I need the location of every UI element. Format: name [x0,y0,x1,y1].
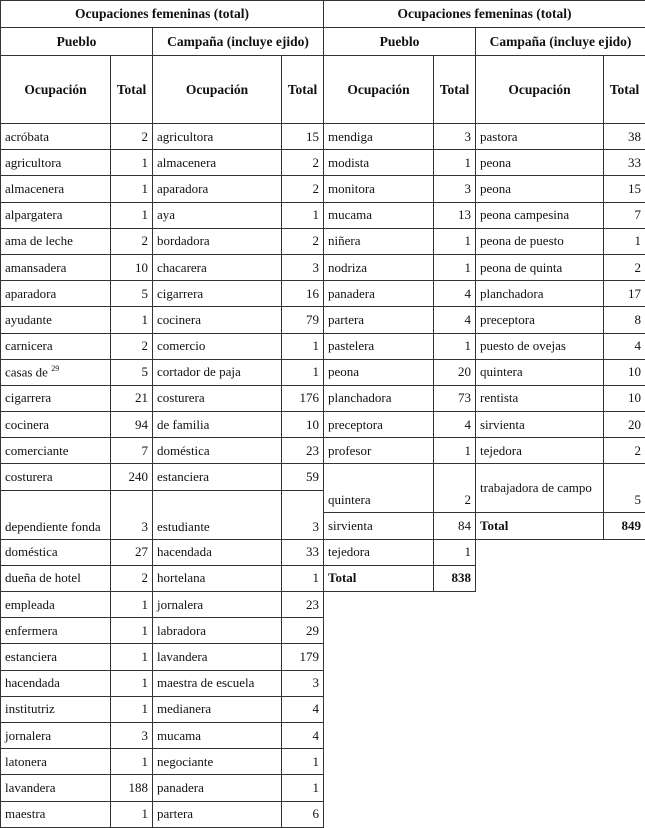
total-cell: 33 [282,539,324,565]
occupation-cell: sirvienta [476,412,604,438]
occupation-cell: modista [324,150,434,176]
occupation-cell: pastelera [324,333,434,359]
occupation-cell: cocinera [1,412,111,438]
occupation-cell: monitora [324,176,434,202]
occupation-cell: quintera [324,464,434,513]
occupation-cell: partera [324,307,434,333]
occupation-cell: negociante [153,749,282,775]
occupation-cell: dependiente fonda [1,490,111,539]
table-row [324,464,645,513]
occupation-cell: almacenera [1,176,111,202]
occupation-cell: doméstica [1,539,111,565]
empty-cell [476,539,604,565]
right-half-table [323,0,645,592]
total-cell: 33 [604,150,645,176]
total-cell: 5 [111,281,153,307]
total-cell: 10 [111,254,153,280]
campana-group-header: Campaña (incluye ejido) [476,28,645,56]
total-cell: 1 [111,670,153,696]
table-row [324,281,645,307]
table-row [1,124,324,150]
total-cell: 1 [111,644,153,670]
total-cell: 1 [111,150,153,176]
pueblo-group-header: Pueblo [324,28,476,56]
occupation-cell: comercio [153,333,282,359]
occupation-cell: costurera [153,385,282,411]
occupation-cell: peona de quinta [476,254,604,280]
occupation-cell: acróbata [1,124,111,150]
total-cell: 4 [282,696,324,722]
total-cell: 38 [604,124,645,150]
table-row [1,150,324,176]
total-cell: 179 [282,644,324,670]
total-cell: 2 [282,228,324,254]
total-cell: 15 [282,124,324,150]
total-cell: 10 [604,359,645,385]
table-row [1,670,324,696]
occupation-cell: lavandera [1,775,111,801]
occupation-cell: cigarrera [1,385,111,411]
occupation-cell: bordadora [153,228,282,254]
total-cell: 3 [111,722,153,748]
total-cell: 1 [111,749,153,775]
occupation-cell: cigarrera [153,281,282,307]
occupation-cell: almacenera [153,150,282,176]
occupation-cell: comerciante [1,438,111,464]
table-row [1,565,324,591]
occupation-cell: sirvienta [324,513,434,539]
total-cell: 3 [282,670,324,696]
occupation-cell: chacarera [153,254,282,280]
total-cell: 1 [282,359,324,385]
total-cell: 23 [282,438,324,464]
table-row [324,254,645,280]
total-cell: 1 [111,696,153,722]
total-cell: 1 [111,801,153,827]
empty-cell [604,539,645,565]
total-cell: 1 [282,333,324,359]
table-row [324,333,645,359]
occupation-cell: labradora [153,618,282,644]
total-cell: 1 [604,228,645,254]
total-cell: 1 [282,749,324,775]
table-row [1,539,324,565]
table-row [1,618,324,644]
table-row [324,202,645,228]
total-cell: 1 [111,307,153,333]
occupation-cell: latonera [1,749,111,775]
total-cell: 2 [111,333,153,359]
table-row [1,464,324,490]
table-row [1,749,324,775]
occupation-header: Ocupación [324,56,434,124]
footnote-ref: 29 [51,364,59,373]
total-cell: 1 [282,202,324,228]
total-cell: 2 [434,464,476,513]
table-row [1,696,324,722]
table-row [1,644,324,670]
occupation-cell: de familia [153,412,282,438]
occupation-cell: peona campesina [476,202,604,228]
occupation-cell: mucama [324,202,434,228]
total-cell: 240 [111,464,153,490]
total-cell: 3 [111,490,153,539]
total-cell: 23 [282,592,324,618]
total-cell: 2 [111,565,153,591]
occupation-cell [1,359,111,385]
occupation-cell: preceptora [476,307,604,333]
total-cell: 5 [111,359,153,385]
table-row [324,539,645,565]
total-cell: 3 [282,490,324,539]
total-cell: 84 [434,513,476,539]
occupation-cell: ama de leche [1,228,111,254]
total-cell: 4 [282,722,324,748]
total-cell: 1 [434,150,476,176]
occupation-cell: agricultora [153,124,282,150]
occupation-cell: panadera [324,281,434,307]
occupation-cell: medianera [153,696,282,722]
occupation-cell: mendiga [324,124,434,150]
total-cell: 1 [434,539,476,565]
table-row [1,307,324,333]
table-row [1,722,324,748]
total-cell: 13 [434,202,476,228]
total-cell: 3 [434,124,476,150]
occupation-cell: aya [153,202,282,228]
occupation-cell: partera [153,801,282,827]
total-cell: 1 [434,228,476,254]
total-cell: 15 [604,176,645,202]
total-cell: 73 [434,385,476,411]
table-title: Ocupaciones femeninas (total) [1,1,324,28]
occupation-cell: cocinera [153,307,282,333]
pueblo-total: 838 [434,565,476,591]
total-cell: 1 [111,202,153,228]
occupation-header: Ocupación [153,56,282,124]
total-label: Total [324,565,434,591]
occupation-cell: cortador de paja [153,359,282,385]
total-cell: 1 [282,775,324,801]
occupation-cell: aparadora [153,176,282,202]
occupation-cell: niñera [324,228,434,254]
table-row [1,359,324,385]
table-row [1,254,324,280]
total-cell: 6 [282,801,324,827]
occupation-cell: profesor [324,438,434,464]
occupation-cell: institutriz [1,696,111,722]
total-cell: 2 [111,124,153,150]
occupation-cell: lavandera [153,644,282,670]
occupation-cell: hortelana [153,565,282,591]
total-cell: 5 [604,464,645,513]
occupation-cell: mucama [153,722,282,748]
occupation-cell: amansadera [1,254,111,280]
table-row [1,385,324,411]
total-header: Total [282,56,324,124]
occupation-cell: peona [476,150,604,176]
total-cell: 3 [434,176,476,202]
total-header: Total [604,56,645,124]
table-row [324,228,645,254]
occupation-cell: estanciera [1,644,111,670]
occupation-cell: jornalera [1,722,111,748]
campana-total: 849 [604,513,645,539]
table-row [324,150,645,176]
table-row [324,359,645,385]
total-cell: 94 [111,412,153,438]
occupation-cell: jornalera [153,592,282,618]
table-row [324,307,645,333]
total-cell: 2 [604,254,645,280]
total-cell: 2 [282,176,324,202]
total-cell: 79 [282,307,324,333]
empty-cell [604,565,645,591]
occupation-cell: costurera [1,464,111,490]
occupation-cell: tejedora [324,539,434,565]
occupation-text: casas de [5,364,48,379]
occupation-cell: alpargatera [1,202,111,228]
occupation-cell: peona [476,176,604,202]
occupation-cell: doméstica [153,438,282,464]
total-cell: 1 [434,254,476,280]
empty-cell [476,565,604,591]
total-cell: 4 [434,281,476,307]
total-header: Total [111,56,153,124]
total-cell: 29 [282,618,324,644]
pueblo-group-header: Pueblo [1,28,153,56]
table-row [1,202,324,228]
total-cell: 1 [282,565,324,591]
occupation-cell: tejedora [476,438,604,464]
total-cell: 59 [282,464,324,490]
total-cell: 1 [111,618,153,644]
total-cell: 7 [604,202,645,228]
occupation-header: Ocupación [476,56,604,124]
campana-group-header: Campaña (incluye ejido) [153,28,324,56]
total-cell: 10 [282,412,324,438]
total-cell: 1 [111,176,153,202]
occupation-cell: agricultora [1,150,111,176]
total-header: Total [434,56,476,124]
total-cell: 1 [111,592,153,618]
total-cell: 10 [604,385,645,411]
total-cell: 188 [111,775,153,801]
occupation-cell: peona de puesto [476,228,604,254]
occupation-cell: carnicera [1,333,111,359]
occupation-cell: peona [324,359,434,385]
total-cell: 7 [111,438,153,464]
occupation-cell: planchadora [476,281,604,307]
occupation-cell: empleada [1,592,111,618]
occupation-cell: dueña de hotel [1,565,111,591]
occupation-cell: estudiante [153,490,282,539]
total-cell: 4 [604,333,645,359]
total-cell: 2 [111,228,153,254]
total-cell: 176 [282,385,324,411]
occupation-cell: pastora [476,124,604,150]
table-row [1,333,324,359]
occupation-cell: hacendada [153,539,282,565]
total-cell: 1 [434,438,476,464]
occupation-cell: maestra de escuela [153,670,282,696]
total-cell: 17 [604,281,645,307]
table-row [324,438,645,464]
total-cell: 2 [282,150,324,176]
total-cell: 16 [282,281,324,307]
total-cell: 20 [434,359,476,385]
table-row [324,565,645,591]
table-row [1,801,324,827]
occupation-cell: maestra [1,801,111,827]
table-row [1,176,324,202]
total-cell: 20 [604,412,645,438]
table-row [1,490,324,539]
total-cell: 4 [434,412,476,438]
total-cell: 8 [604,307,645,333]
total-cell: 2 [604,438,645,464]
table-row [1,281,324,307]
occupation-cell: puesto de ovejas [476,333,604,359]
occupation-cell: ayudante [1,307,111,333]
total-label: Total [476,513,604,539]
table-row [1,592,324,618]
occupation-cell: trabajadora de campo [476,464,604,513]
total-cell: 1 [434,333,476,359]
occupation-cell: quintera [476,359,604,385]
occupation-cell: aparadora [1,281,111,307]
table-row [1,438,324,464]
occupation-cell: panadera [153,775,282,801]
table-row [324,176,645,202]
table-row [1,228,324,254]
occupation-cell: rentista [476,385,604,411]
occupation-cell: nodriza [324,254,434,280]
table-row [1,775,324,801]
occupation-cell: hacendada [1,670,111,696]
occupation-cell: enfermera [1,618,111,644]
table-row [324,412,645,438]
table-title: Ocupaciones femeninas (total) [324,1,645,28]
occupation-header: Ocupación [1,56,111,124]
table-row [324,513,645,539]
table-row [324,385,645,411]
occupation-cell: estanciera [153,464,282,490]
table-row [1,412,324,438]
table-row [324,124,645,150]
total-cell: 21 [111,385,153,411]
occupation-cell: preceptora [324,412,434,438]
total-cell: 3 [282,254,324,280]
total-cell: 4 [434,307,476,333]
occupation-cell: planchadora [324,385,434,411]
total-cell: 27 [111,539,153,565]
